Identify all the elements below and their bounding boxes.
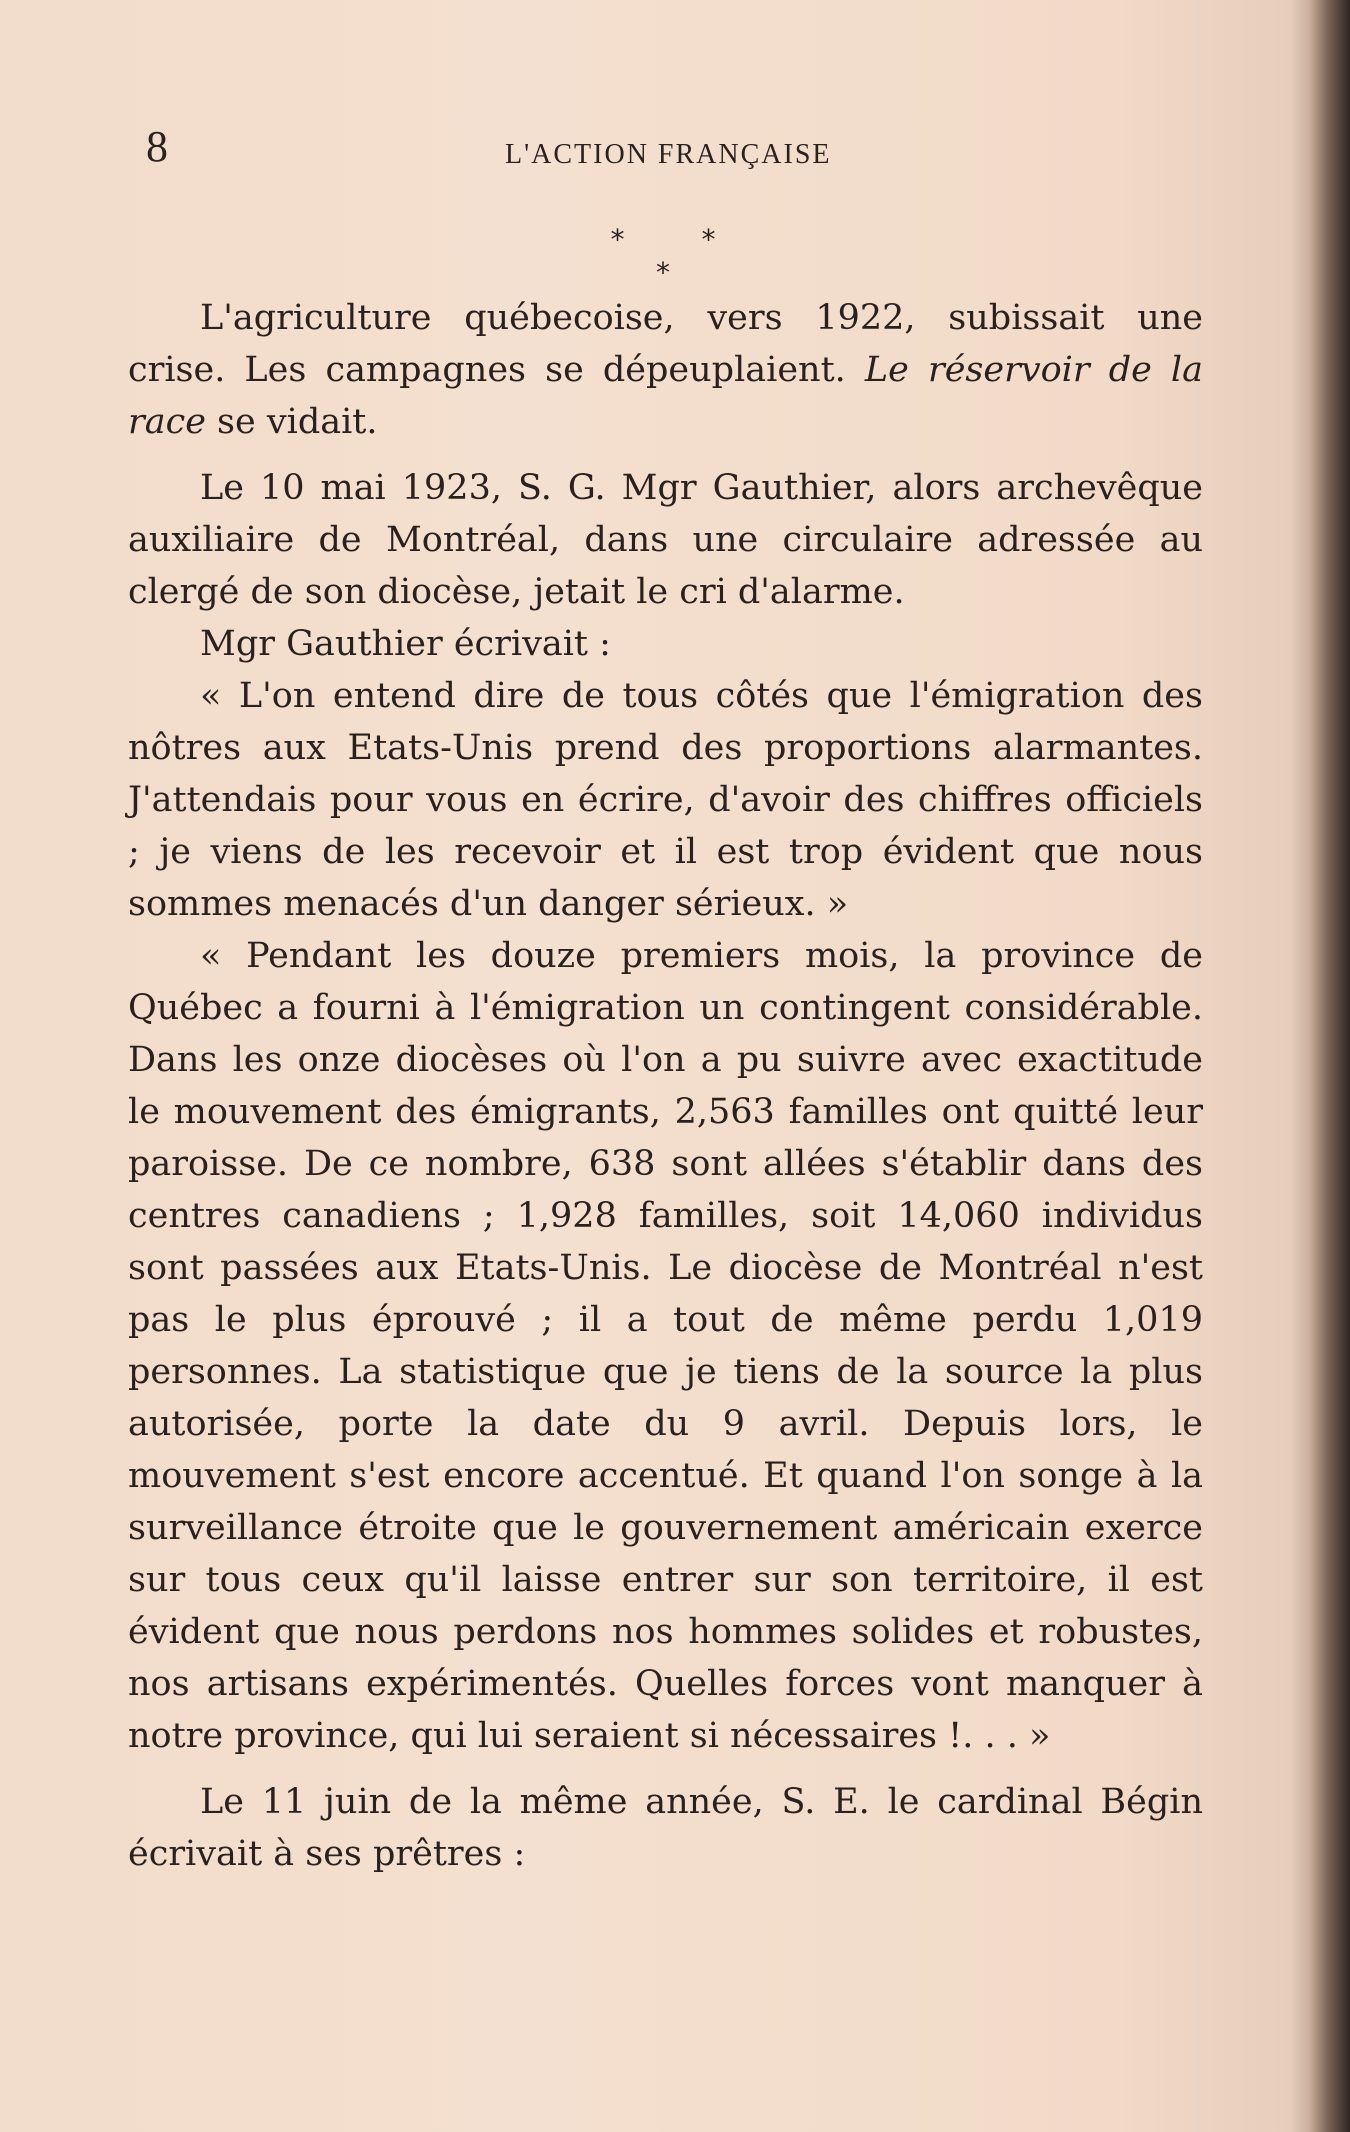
section-separator: * * * [610, 223, 750, 289]
paragraph: Le 10 mai 1923, S. G. Mgr Gauthier, alors archevêque auxiliaire de Montréal, dans une circulaire adressée au clergé de son diocèse, jetait le cri d'alarme. [128, 468, 1203, 612]
paragraph: Mgr Gauthier écrivait : [200, 624, 611, 664]
body-text [128, 292, 1203, 1880]
page-header [0, 115, 1310, 175]
paragraph-text: se vidait. [205, 402, 378, 442]
running-title: L'ACTION FRANÇAISE [505, 139, 832, 170]
quotation-paragraph: « Pendant les douze premiers mois, la province de Québec a fourni à l'émigration un contingent considérable. Dans les onze diocèses où l'on a pu suivre avec exactitude le mouvement des émigrants, 2,563 familles ont quitté leur paroisse. De ce nombre, 638 sont allées s'établir dans des centres canadiens ; 1,928 familles, soit 14,060 individus sont passées aux Etats-Unis. Le diocèse de Montréal n'est pas le plus éprouvé ; il a tout de même perdu 1,019 personnes. La statistique que je tiens de la source la plus autorisée, porte la date du 9 avril. Depuis lors, le mouvement s'est encore accentué. Et quand l'on songe à la surveillance étroite que le gouvernement américain exerce sur tous ceux qu'il laisse entrer sur son territoire, il est évident que nous perdons nos hommes solides et robustes, nos artisans expérimentés. Quelles forces vont manquer à notre province, qui lui seraient si nécessaires !. . . » [128, 936, 1203, 1756]
page-number: 8 [146, 122, 168, 171]
quotation-paragraph: « L'on entend dire de tous côtés que l'émigration des nôtres aux Etats-Unis prend des proportions alarmantes. J'attendais pour vous en écrire, d'avoir des chiffres officiels ; je viens de les recevoir et il est trop évident que nous sommes menacés d'un danger sérieux. » [128, 676, 1203, 924]
paragraph-text: L'agriculture québecoise, vers 1922, subissait une crise. Les campagnes se dépeuplaient. [128, 298, 1203, 390]
italic-phrase: Le réservoir de la race [128, 350, 1203, 442]
paragraph [128, 292, 1203, 448]
book-spine-edge [1310, 0, 1350, 2132]
paragraph: Le 11 juin de la même année, S. E. le cardinal Bégin écrivait à ses prêtres : [128, 1782, 1203, 1874]
page-edge-shadow [1290, 0, 1310, 2132]
